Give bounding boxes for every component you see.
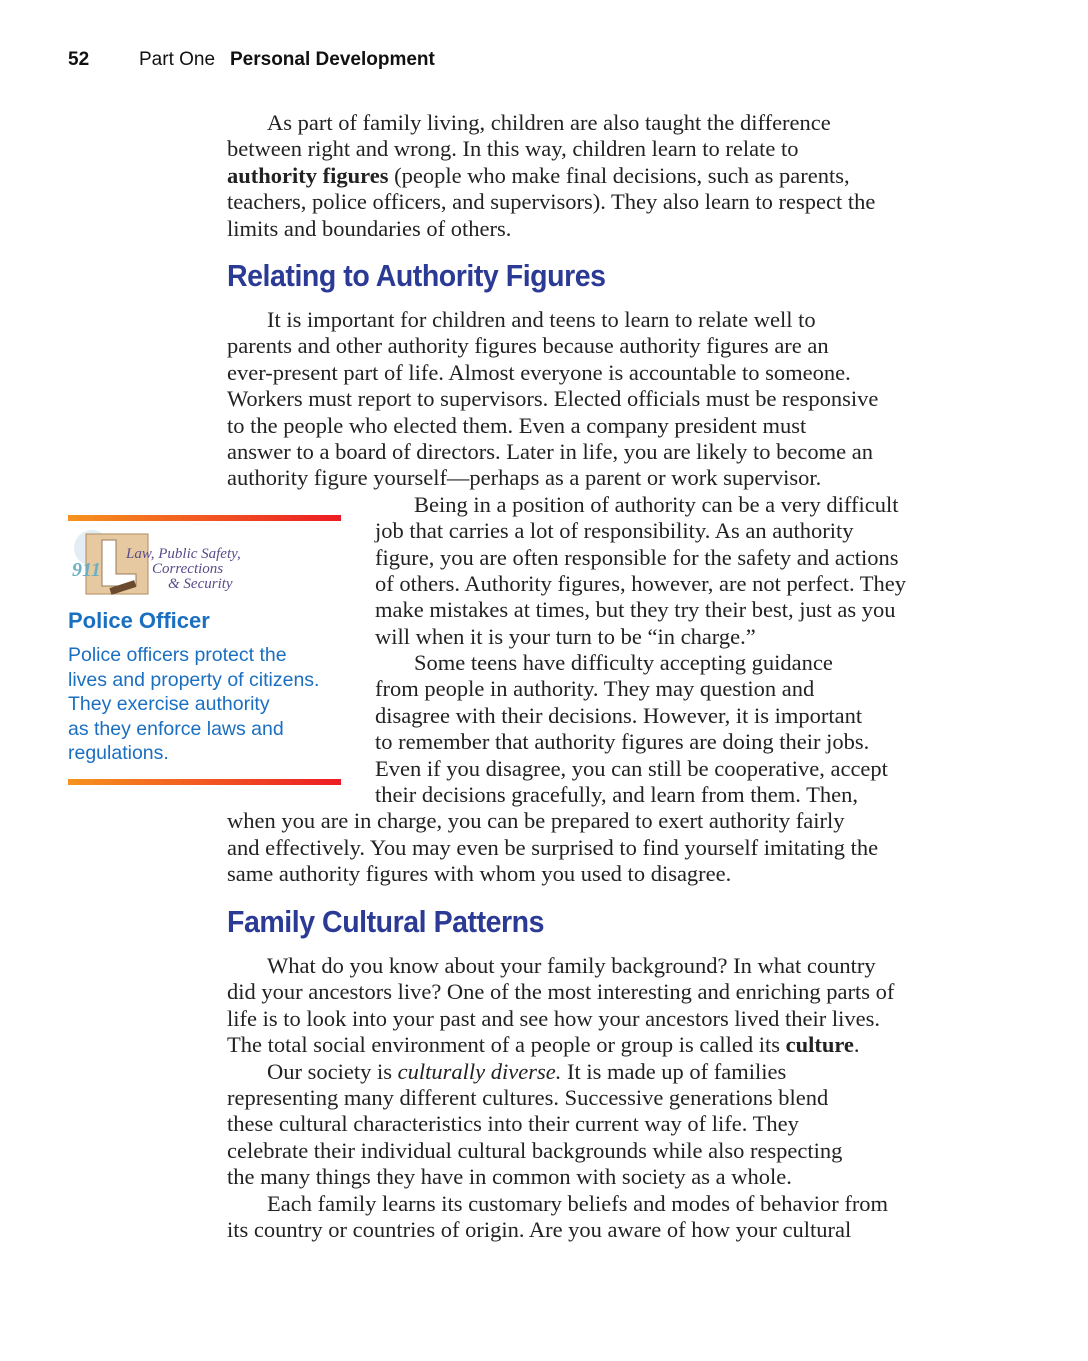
heading-family-cultural-patterns: Family Cultural Patterns — [227, 904, 545, 939]
text-span: these cultural characteristics into their current way of life. They — [227, 1111, 799, 1137]
text-line — [227, 439, 967, 465]
key-term: culture — [785, 1032, 854, 1058]
text-line — [375, 676, 967, 702]
text-line — [375, 756, 967, 782]
text-span: the many things they have in common with society as a whole. — [227, 1164, 792, 1190]
text-span: life is to look into your past and see how your ancestors lived their lives. — [227, 1005, 880, 1031]
text-line — [227, 808, 967, 834]
text-line — [375, 650, 967, 676]
text-span: same authority figures with whom you used to disagree. — [227, 861, 732, 887]
text-span: representing many different cultures. Successive generations blend — [227, 1084, 829, 1110]
text-line — [227, 307, 967, 333]
text-line — [375, 703, 967, 729]
text-span: and effectively. You may even be surprised to find yourself imitating the — [227, 834, 879, 860]
text-line — [227, 1217, 967, 1243]
text-span: answer to a board of directors. Later in life, you are likely to become an — [227, 438, 873, 464]
svg-text:& Security: & Security — [168, 576, 233, 592]
sidebar-bottom-bar — [68, 779, 341, 785]
text-line — [375, 729, 967, 755]
text-line — [227, 1032, 967, 1058]
text-span: What do you know about your family background? In what country — [267, 953, 876, 978]
text-line — [227, 136, 967, 162]
text-span: limits and boundaries of others. — [227, 215, 512, 241]
sidebar-line: They exercise authority — [68, 693, 270, 716]
text-line — [375, 571, 967, 597]
text-line — [227, 1191, 967, 1217]
svg-text:911: 911 — [72, 559, 101, 581]
text-line — [375, 518, 967, 544]
text-line — [227, 1085, 967, 1111]
text-line — [227, 953, 967, 979]
emphasis: culturally diverse. — [397, 1058, 562, 1084]
text-span: to the people who elected them. Even a company president must — [227, 412, 807, 438]
text-line — [375, 782, 967, 808]
text-span: its country or countries of origin. Are you aware of how your cultural — [227, 1216, 852, 1242]
text-line — [227, 386, 967, 412]
text-span: Each family learns its customary beliefs and modes of behavior from — [267, 1190, 889, 1216]
text-line — [375, 492, 967, 518]
sidebar-line: lives and property of citizens. — [68, 668, 320, 691]
text-line — [227, 1006, 967, 1032]
text-span: Workers must report to supervisors. Elected officials must be responsive — [227, 386, 879, 412]
text-span: disagree with their decisions. However, it is important — [375, 702, 863, 728]
text-span: will when it is your turn to be “in charge.” — [375, 623, 756, 649]
section-title: Personal Development — [230, 49, 435, 70]
text-line — [375, 624, 967, 650]
paragraph-culture — [227, 953, 967, 1243]
text-span: Being in a position of authority can be a very difficult — [414, 491, 899, 517]
text-span: to remember that authority figures are doing their jobs. — [375, 729, 870, 755]
text-span: authority figure yourself—perhaps as a parent or work supervisor. — [227, 465, 822, 491]
text-span: Even if you disagree, you can still be cooperative, accept — [375, 755, 888, 781]
sidebar-line: regulations. — [68, 742, 169, 765]
text-span: their decisions gracefully, and learn from them. Then, — [375, 782, 858, 808]
text-span: of others. Authority figures, however, are not perfect. They — [375, 570, 907, 596]
sidebar-body — [68, 643, 319, 766]
sidebar-top-bar — [68, 515, 341, 521]
text-line — [227, 465, 967, 491]
text-line — [227, 1059, 967, 1085]
text-span: Some teens have difficulty accepting guidance — [414, 650, 833, 676]
text-span: As part of family living, children are also taught the difference — [267, 110, 831, 135]
heading-relating-to-authority: Relating to Authority Figures — [227, 258, 606, 293]
text-line — [227, 333, 967, 359]
text-span: (people who make final decisions, such as parents, — [388, 162, 850, 188]
text-line — [227, 189, 967, 215]
key-term: authority figures — [227, 162, 389, 188]
text-span: when you are in charge, you can be prepared to exert authority fairly — [227, 808, 845, 834]
text-span: It is important for children and teens to learn to relate well to — [267, 307, 816, 332]
text-line — [227, 861, 967, 887]
text-line — [227, 979, 967, 1005]
svg-text:Corrections: Corrections — [152, 561, 224, 577]
part-label: Part One — [139, 49, 216, 70]
paragraph-intro — [227, 110, 967, 242]
text-span: . — [853, 1032, 860, 1058]
text-span: job that carries a lot of responsibility. As an authority — [375, 518, 854, 544]
sidebar-line: as they enforce laws and — [68, 717, 284, 740]
text-line — [227, 1164, 967, 1190]
text-span: make mistakes at times, but they try their best, just as you — [375, 597, 896, 623]
text-span: parents and other authority figures because authority figures are an — [227, 333, 829, 359]
paragraph-authority — [227, 307, 967, 888]
text-line — [227, 360, 967, 386]
text-span: from people in authority. They may question and — [375, 676, 815, 702]
text-line — [375, 545, 967, 571]
text-span: between right and wrong. In this way, children learn to relate to — [227, 136, 799, 162]
text-span: did your ancestors live? One of the most interesting and enriching parts of — [227, 979, 895, 1005]
text-line — [375, 597, 967, 623]
text-span: celebrate their individual cultural backgrounds while also respecting — [227, 1137, 843, 1163]
text-line — [227, 1111, 967, 1137]
text-line — [227, 1138, 967, 1164]
sidebar-title: Police Officer — [68, 608, 210, 633]
page-number: 52 — [68, 49, 90, 70]
text-span: The total social environment of a people or group is called its — [227, 1032, 786, 1058]
text-span: It is made up of families — [561, 1058, 787, 1084]
text-line — [227, 835, 967, 861]
text-span: teachers, police officers, and supervisors). They also learn to respect the — [227, 189, 876, 215]
career-cluster-logo — [70, 528, 250, 602]
text-line — [227, 413, 967, 439]
text-span: figure, you are often responsible for the safety and actions — [375, 544, 899, 570]
sidebar-line: Police officers protect the — [68, 644, 287, 666]
text-line — [227, 216, 967, 242]
svg-text:Law, Public Safety,: Law, Public Safety, — [126, 546, 241, 562]
text-span: ever-present part of life. Almost everyone is accountable to someone. — [227, 359, 851, 385]
text-span: Our society is — [267, 1058, 398, 1084]
text-line — [227, 110, 967, 136]
text-line — [227, 163, 967, 189]
